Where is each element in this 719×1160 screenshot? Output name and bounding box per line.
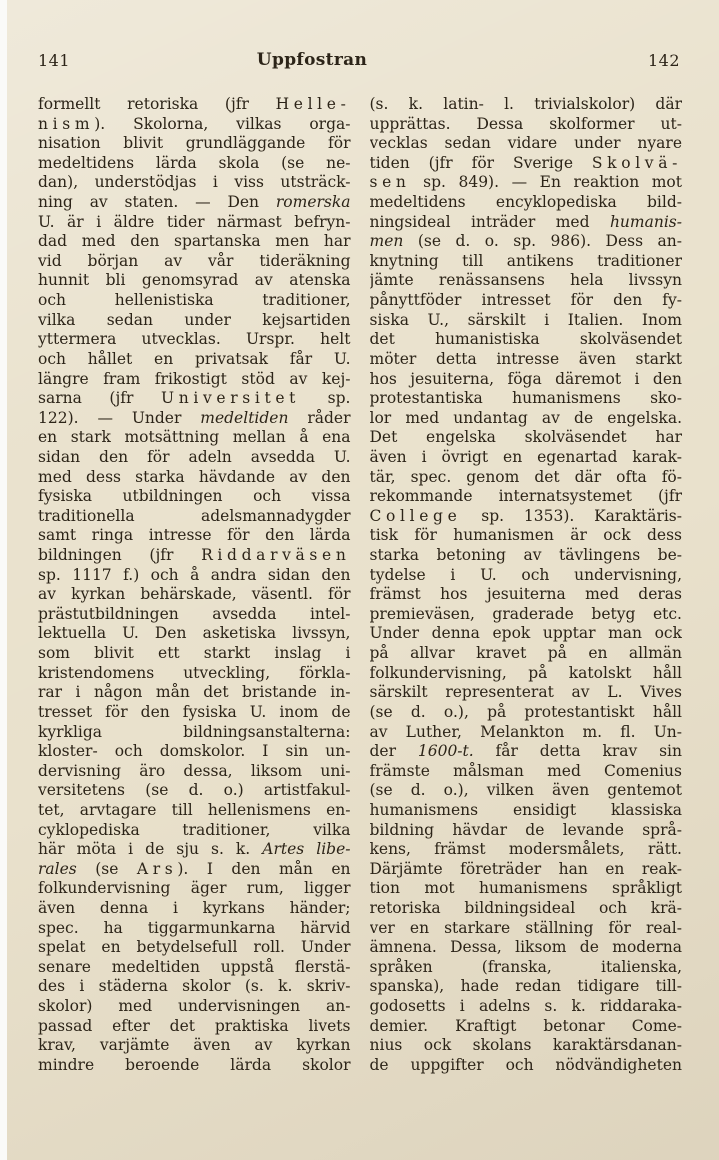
- text-line: som blivit ett starkt inslag i: [38, 644, 351, 663]
- text-column-left: [38, 95, 351, 1075]
- text-line: sarna (jfr Universitet sp.: [38, 389, 351, 408]
- text-line: rales (se Ars). I den mån en: [38, 859, 351, 878]
- letterspaced-text: nism: [38, 114, 95, 133]
- text-line: vilka sedan under kejsartiden: [38, 310, 351, 329]
- text-line: tydelse i U. och undervisning,: [369, 565, 682, 584]
- text-line: upprättas. Dessa skolformer ut-: [369, 114, 682, 133]
- text-column-right: [370, 95, 683, 1075]
- text-line: (se d. o.), på protestantiskt håll: [369, 702, 682, 721]
- text-line: en stark motsättning mellan å ena: [38, 428, 351, 447]
- italic-text: Artes libe-: [262, 840, 351, 859]
- text-line: vid början av vår tideräkning: [38, 251, 351, 270]
- text-line: spec. ha tiggarmunkarna härvid: [38, 918, 351, 937]
- text-line: folkundervisning, på katolskt håll: [369, 663, 682, 682]
- text-line: dan), understödjas i viss utsträck-: [38, 173, 351, 192]
- text-line: formellt retoriska (jfr Helle-: [38, 95, 351, 113]
- text-line: yttermera utvecklas. Urspr. helt: [38, 330, 351, 349]
- text-line: dad med den spartanska men har: [38, 232, 351, 251]
- text-line: spanska), hade redan tidigare till-: [369, 977, 682, 996]
- page-title: Uppfostran: [256, 50, 368, 70]
- page-number-right: 142: [648, 51, 680, 70]
- text-line: nism). Skolorna, vilkas orga-: [38, 114, 351, 133]
- text-line: traditionella adelsmannadygder: [38, 506, 351, 525]
- text-line: siska U., särskilt i Italien. Inom: [369, 310, 682, 329]
- text-line: retoriska bildningsideal och krä-: [369, 898, 682, 917]
- text-line: des i städerna skolor (s. k. skriv-: [38, 977, 351, 996]
- text-line: hos jesuiterna, föga däremot i den: [369, 369, 682, 388]
- text-line: spelat en betydelsefull roll. Under: [38, 938, 351, 957]
- text-line: kloster- och domskolor. I sin un-: [38, 742, 351, 761]
- page-number-left: 141: [38, 51, 70, 70]
- text-line: rekommande internatsystemet (jfr: [369, 487, 682, 506]
- italic-text: men: [369, 232, 404, 251]
- text-line: på allvar kravet på en allmän: [369, 644, 682, 663]
- text-line: Det engelska skolväsendet har: [369, 428, 682, 447]
- text-line: även denna i kyrkans händer;: [38, 898, 351, 917]
- text-line: lektuella U. Den asketiska livssyn,: [38, 624, 351, 643]
- text-line: tion mot humanismens språkligt: [369, 879, 682, 898]
- text-line: bildning hävdar de levande språ-: [369, 820, 682, 839]
- text-line: senare medeltiden uppstå flerstä-: [38, 957, 351, 976]
- text-line: tisk för humanismen är ock dess: [369, 526, 682, 545]
- text-line: (s. k. latin- l. trivialskolor) där: [369, 95, 682, 113]
- text-line: tet, arvtagare till hellenismens en-: [38, 800, 351, 819]
- text-line: av Luther, Melankton m. fl. Un-: [369, 722, 682, 741]
- text-line: cyklopediska traditioner, vilka: [38, 820, 351, 839]
- text-line: krav, varjämte även av kyrkan: [38, 1036, 351, 1055]
- text-line: Under denna epok upptar man ock: [369, 624, 682, 643]
- text-line: nius ock skolans karaktärsdanan-: [369, 1036, 682, 1055]
- text-line: sp. 1117 f.) och å andra sidan den: [38, 565, 351, 584]
- text-line: ver en starkare ställning för real-: [369, 918, 682, 937]
- text-line: vecklas sedan vidare under nyare: [369, 134, 682, 153]
- scan-edge-left: [0, 0, 7, 1160]
- text-line: folkundervisning äger rum, ligger: [38, 879, 351, 898]
- text-line: 122). — Under medeltiden råder: [38, 408, 351, 427]
- text-line: medeltidens encyklopediska bild-: [369, 193, 682, 212]
- text-line: sidan den för adeln avsedda U.: [38, 447, 351, 466]
- text-line: tiden (jfr för Sverige Skolvä-: [369, 153, 682, 172]
- text-line: särskilt representerat av L. Vives: [369, 683, 682, 702]
- text-line: lor med undantag av de engelska.: [369, 408, 682, 427]
- text-line: språken (franska, italienska,: [369, 957, 682, 976]
- italic-text: rales: [38, 859, 77, 878]
- text-line: ning av staten. — Den romerska: [38, 193, 351, 212]
- text-line: godosetts i adelns s. k. riddaraka-: [369, 997, 682, 1016]
- text-line: men (se d. o. sp. 986). Dess an-: [369, 232, 682, 251]
- text-line: ningsideal inträder med humanis-: [369, 212, 682, 231]
- text-line: sen sp. 849). — En reaktion mot: [369, 173, 682, 192]
- text-line: dervisning äro dessa, liksom uni-: [38, 761, 351, 780]
- text-line: humanismens ensidigt klassiska: [369, 800, 682, 819]
- page-header: [38, 51, 682, 73]
- text-line: U. är i äldre tider närmast befryn-: [38, 212, 351, 231]
- text-line: fysiska utbildningen och vissa: [38, 487, 351, 506]
- text-line: protestantiska humanismens sko-: [369, 389, 682, 408]
- text-line: tär, spec. genom det där ofta fö-: [369, 467, 682, 486]
- text-line: det humanistiska skolväsendet: [369, 330, 682, 349]
- text-line: passad efter det praktiska livets: [38, 1016, 351, 1035]
- text-line: jämte renässansens hela livssyn: [369, 271, 682, 290]
- text-line: de uppgifter och nödvändigheten: [369, 1055, 682, 1074]
- letterspaced-text: College: [369, 506, 462, 525]
- letterspaced-text: Helle-: [275, 95, 351, 113]
- text-line: Därjämte företräder han en reak-: [369, 859, 682, 878]
- italic-text: 1600-t.: [417, 742, 474, 761]
- text-line: och hellenistiska traditioner,: [38, 291, 351, 310]
- letterspaced-text: Riddarväsen: [201, 546, 351, 565]
- text-line: starka betoning av tävlingens be-: [369, 546, 682, 565]
- text-line: möter detta intresse även starkt: [369, 349, 682, 368]
- text-line: kens, främst modersmålets, rätt.: [369, 840, 682, 859]
- text-line: demier. Kraftigt betonar Come-: [369, 1016, 682, 1035]
- letterspaced-text: sen: [369, 173, 411, 192]
- text-line: knytning till antikens traditioner: [369, 251, 682, 270]
- text-line: främste målsman med Comenius: [369, 761, 682, 780]
- text-line: der 1600-t. får detta krav sin: [369, 742, 682, 761]
- text-line: (se d. o.), vilken även gentemot: [369, 781, 682, 800]
- italic-text: romerska: [275, 193, 351, 212]
- text-line: College sp. 1353). Karaktäris-: [369, 506, 682, 525]
- text-line: kyrkliga bildningsanstalterna:: [38, 722, 351, 741]
- text-line: premieväsen, graderade betyg etc.: [369, 604, 682, 623]
- letterspaced-text: Skolvä-: [591, 153, 682, 172]
- italic-text: humanis-: [609, 212, 682, 231]
- text-line: här möta i de sju s. k. Artes libe-: [38, 840, 351, 859]
- text-line: mindre beroende lärda skolor: [38, 1055, 351, 1074]
- text-line: versitetens (se d. o.) artistfakul-: [38, 781, 351, 800]
- text-line: samt ringa intresse för den lärda: [38, 526, 351, 545]
- text-line: skolor) med undervisningen an-: [38, 997, 351, 1016]
- text-line: pånyttföder intresset för den fy-: [369, 291, 682, 310]
- text-line: hunnit bli genomsyrad av atenska: [38, 271, 351, 290]
- text-line: nisation blivit grundläggande för: [38, 134, 351, 153]
- text-line: ämnena. Dessa, liksom de moderna: [369, 938, 682, 957]
- text-line: rar i någon mån det bristande in-: [38, 683, 351, 702]
- text-line: även i övrigt en egenartad karak-: [369, 447, 682, 466]
- text-line: bildningen (jfr Riddarväsen: [38, 546, 351, 565]
- text-line: längre fram frikostigt stöd av kej-: [38, 369, 351, 388]
- text-line: av kyrkan behärskade, väsentl. för: [38, 585, 351, 604]
- italic-text: medeltiden: [200, 408, 289, 427]
- letterspaced-text: Ars: [136, 859, 178, 878]
- text-line: prästutbildningen avsedda intel-: [38, 604, 351, 623]
- text-line: kristendomens utveckling, förkla-: [38, 663, 351, 682]
- letterspaced-text: Universitet: [161, 389, 301, 408]
- text-columns: [38, 95, 682, 1075]
- text-line: med dess starka hävdande av den: [38, 467, 351, 486]
- text-line: medeltidens lärda skola (se ne-: [38, 153, 351, 172]
- text-line: och hållet en privatsak får U.: [38, 349, 351, 368]
- text-line: tresset för den fysiska U. inom de: [38, 702, 351, 721]
- text-line: främst hos jesuiterna med deras: [369, 585, 682, 604]
